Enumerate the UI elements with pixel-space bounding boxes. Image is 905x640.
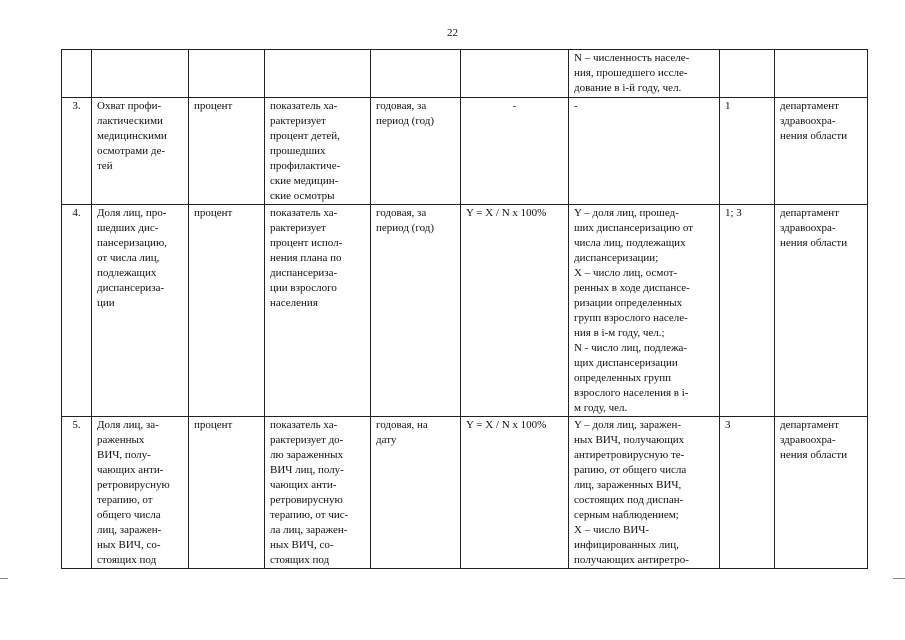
cell-responsible: департамент здравоохра- нения области	[775, 98, 868, 205]
cell-responsible: департамент здравоохра- нения области	[775, 205, 868, 417]
cell-periodicity: годовая, за период (год)	[371, 205, 461, 417]
cell-formula	[461, 50, 569, 98]
cell-responsible	[775, 50, 868, 98]
crop-mark-right	[893, 578, 905, 579]
cell-definition: показатель ха- рактеризует до- лю зараженных ВИЧ лиц, полу- чающих анти- ретровирусную терапию, от чис- ла лиц, заражен- ных ВИЧ, со- стоящих под	[265, 417, 371, 569]
cell-number: 4.	[62, 205, 92, 417]
cell-periodicity: годовая, на дату	[371, 417, 461, 569]
cell-name: Доля лиц, про- шедших дис- пансеризацию, от числа лиц, подлежащих диспансериза- ции	[92, 205, 189, 417]
cell-description: -	[569, 98, 720, 205]
indicator-table	[61, 49, 868, 569]
cell-description: Y – доля лиц, заражен- ных ВИЧ, получающих антиретровирусную те- рапию, от общего числа лиц, зараженных ВИЧ, состоящих под диспан- серным наблюдением; X – число ВИЧ- инфицированных лиц, получающих антиретро-	[569, 417, 720, 569]
cell-number: 5.	[62, 417, 92, 569]
cell-periodicity	[371, 50, 461, 98]
cell-unit: процент	[189, 205, 265, 417]
cell-number: 3.	[62, 98, 92, 205]
cell-name: Доля лиц, за- раженных ВИЧ, полу- чающих анти- ретровирусную терапию, от общего числа лиц, заражен- ных ВИЧ, со- стоящих под	[92, 417, 189, 569]
cell-periodicity: годовая, за период (год)	[371, 98, 461, 205]
cell-unit	[189, 50, 265, 98]
table-row	[62, 98, 868, 205]
table-row	[62, 205, 868, 417]
cell-formula: Y = X / N x 100%	[461, 417, 569, 569]
crop-mark-left	[0, 578, 8, 579]
page-number: 22	[447, 27, 458, 39]
cell-method: 1; 3	[720, 205, 775, 417]
cell-unit: процент	[189, 417, 265, 569]
cell-name	[92, 50, 189, 98]
cell-method: 3	[720, 417, 775, 569]
cell-responsible: департамент здравоохра- нения области	[775, 417, 868, 569]
table-row	[62, 417, 868, 569]
cell-definition	[265, 50, 371, 98]
cell-method	[720, 50, 775, 98]
cell-formula: Y = X / N x 100%	[461, 205, 569, 417]
table-row	[62, 50, 868, 98]
cell-number	[62, 50, 92, 98]
cell-formula: -	[461, 98, 569, 205]
cell-definition: показатель ха- рактеризует процент испол- нения плана по диспансериза- ции взрослого населения	[265, 205, 371, 417]
cell-description: N – численность населе- ния, прошедшего иссле- дование в i-й году, чел.	[569, 50, 720, 98]
cell-definition: показатель ха- рактеризует процент детей, прошедших профилактиче- ские медицин- ские осмотры	[265, 98, 371, 205]
cell-name: Охват профи- лактическими медицинскими осмотрами де- тей	[92, 98, 189, 205]
cell-description: Y – доля лиц, прошед- ших диспансеризацию от числа лиц, подлежащих диспансеризации; X – число лиц, осмот- ренных в ходе диспансе- ризации определенных групп взрослого населе- ния в i-м году, чел.; N - число лиц, подлежа- щих диспансеризации определенных групп взрослого населения в i- м году, чел.	[569, 205, 720, 417]
table-body	[62, 50, 868, 569]
cell-unit: процент	[189, 98, 265, 205]
cell-method: 1	[720, 98, 775, 205]
